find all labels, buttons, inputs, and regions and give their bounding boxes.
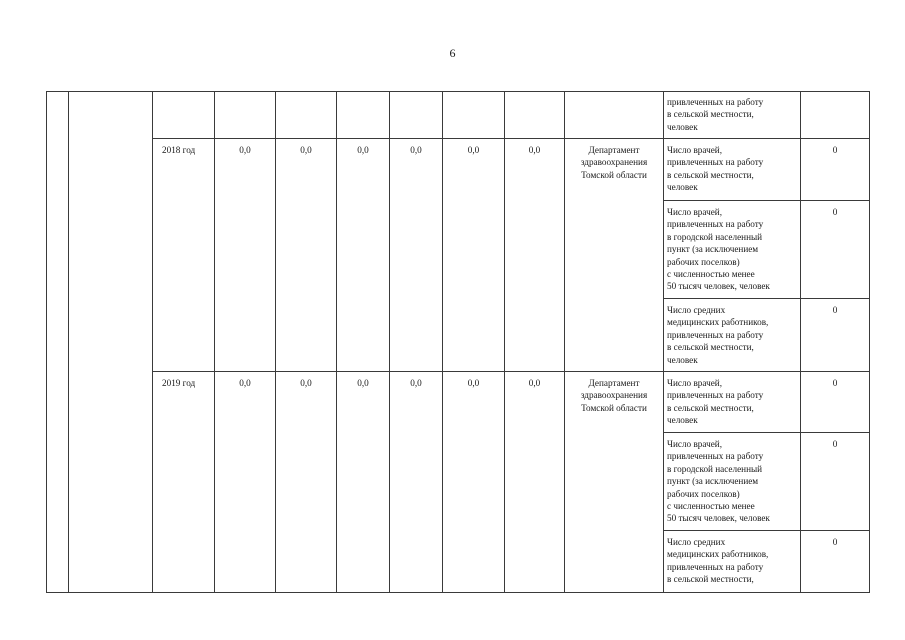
indicator-line: в городской населенный [667, 463, 763, 474]
target-value: 0 [801, 139, 870, 201]
indicator-line: пункт (за исключением [667, 244, 759, 255]
indicator-line: с численностью менее [667, 269, 755, 280]
funding-value: 0,0 [443, 139, 505, 372]
indicator-line: человек [667, 182, 698, 193]
indicator-line: привлеченных на работу [667, 451, 764, 462]
indicator-line: привлеченных на работу [667, 219, 764, 230]
indicator-cell [664, 372, 801, 433]
indicator-line: в сельской местности, [667, 402, 754, 413]
indicator-line: привлеченных на работу [667, 390, 764, 401]
indicator-line: привлеченных на работу [667, 329, 764, 340]
indicator-line: рабочих поселков) [667, 488, 740, 499]
indicator-cell [664, 201, 801, 299]
indicator-line: привлеченных на работу [667, 97, 764, 107]
page-number: 6 [449, 46, 456, 60]
funding-value: 0,0 [505, 372, 565, 593]
funding-value: 0,0 [337, 372, 390, 593]
indicator-line: 50 тысяч человек, человек [667, 513, 770, 524]
indicator-cell [664, 299, 801, 372]
year-cell: 2018 год [153, 139, 215, 372]
executor-cell [565, 372, 664, 593]
indicator-line: человек [667, 354, 698, 365]
executor-line: Департамент [588, 378, 640, 388]
indicator-line: с численностью менее [667, 501, 755, 512]
funding-value: 0,0 [276, 372, 337, 593]
target-value: 0 [801, 372, 870, 433]
indicator-line: Число врачей, [667, 439, 722, 449]
executor-line: Томской области [581, 402, 647, 413]
executor-line: Томской области [581, 169, 647, 180]
col-number-cell [47, 92, 69, 593]
indicator-line: в городской населенный [667, 231, 763, 242]
year-cell: 2019 год [153, 372, 215, 593]
year-row-2018 [47, 139, 870, 201]
funding-value: 0,0 [443, 372, 505, 593]
funding-value: 0,0 [505, 139, 565, 372]
funding-value: 0,0 [337, 139, 390, 372]
indicator-line: рабочих поселков) [667, 256, 740, 267]
program-table [46, 91, 870, 593]
indicator-line: Число средних [667, 305, 726, 315]
indicator-line: медицинских работников, [667, 549, 769, 560]
indicator-line: человек [667, 415, 698, 426]
indicator-line: в сельской местности, [667, 574, 754, 585]
executor-line: здравоохранения [580, 157, 648, 168]
target-value: 0 [801, 299, 870, 372]
executor-line: здравоохранения [580, 390, 648, 401]
executor-cell [565, 139, 664, 372]
col-name-cell [69, 92, 153, 593]
indicator-cell [664, 433, 801, 531]
target-value: 0 [801, 201, 870, 299]
funding-value: 0,0 [215, 372, 276, 593]
indicator-line: Число врачей, [667, 145, 722, 155]
indicator-line: 50 тысяч человек, человек [667, 281, 770, 292]
indicator-line: в сельской местности, [667, 169, 754, 180]
target-value: 0 [801, 433, 870, 531]
indicator-line: привлеченных на работу [667, 157, 764, 168]
indicator-line: медицинских работников, [667, 317, 769, 328]
indicator-line: в сельской местности, [667, 109, 754, 120]
funding-value: 0,0 [276, 139, 337, 372]
target-value [801, 92, 870, 139]
indicator-cell [664, 139, 801, 201]
indicator-line: Число средних [667, 537, 726, 547]
indicator-line: Число врачей, [667, 378, 722, 388]
indicator-line: привлеченных на работу [667, 561, 764, 572]
indicator-line: в сельской местности, [667, 342, 754, 353]
continued-row [47, 92, 870, 139]
funding-value: 0,0 [390, 139, 443, 372]
indicator-cell [664, 531, 801, 593]
indicator-line: пункт (за исключением [667, 476, 759, 487]
executor-line: Департамент [588, 145, 640, 155]
funding-value: 0,0 [215, 139, 276, 372]
funding-value: 0,0 [390, 372, 443, 593]
indicator-line: Число врачей, [667, 207, 722, 217]
target-value: 0 [801, 531, 870, 593]
indicator-line: человек [667, 121, 698, 132]
year-row-2019 [47, 372, 870, 433]
indicator-cell [664, 92, 801, 139]
